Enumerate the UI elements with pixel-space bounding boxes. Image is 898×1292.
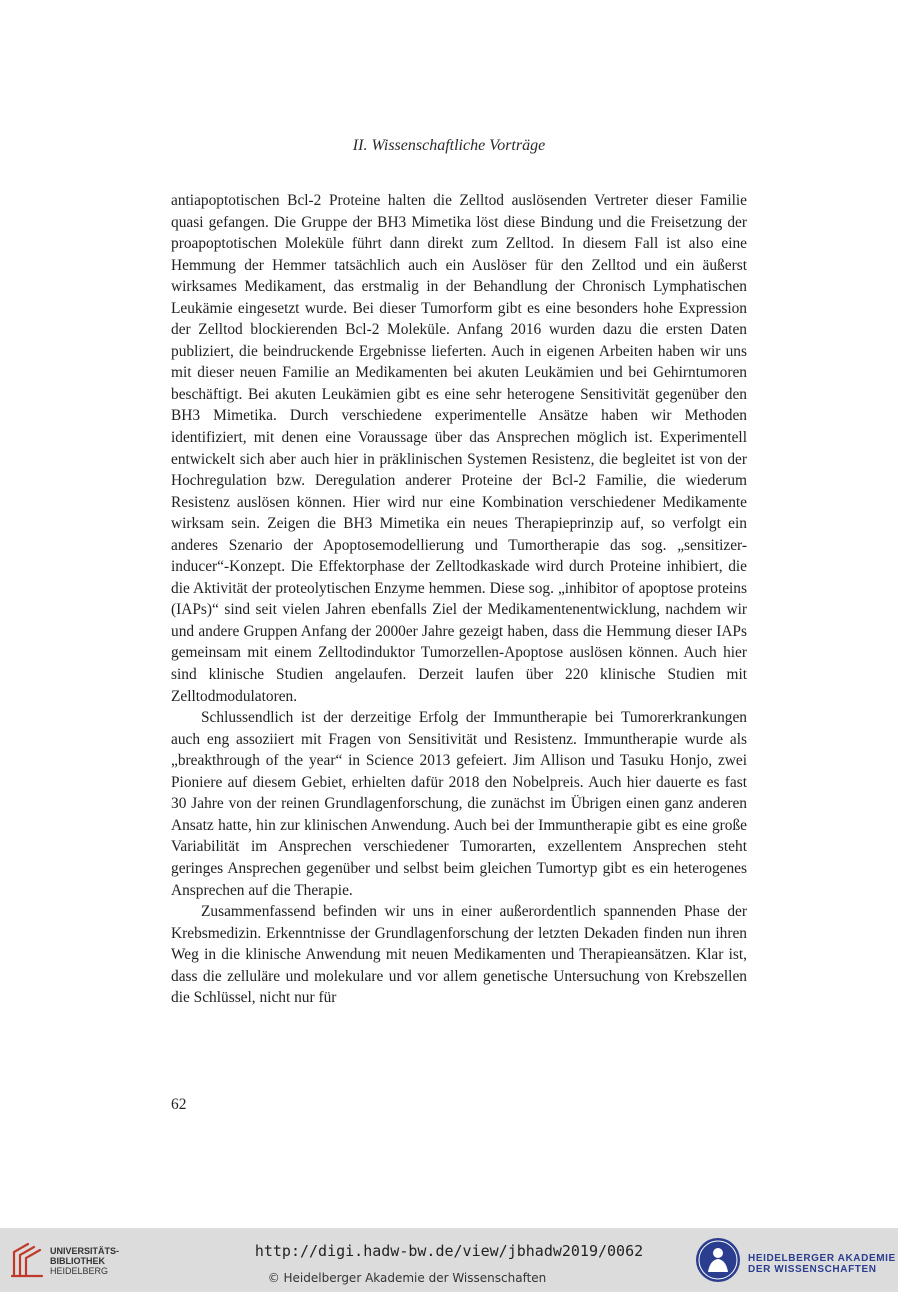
ub-logo-line-2: BIBLIOTHEK [50, 1256, 105, 1266]
page-number: 62 [171, 1096, 187, 1113]
ub-logo-line-1: UNIVERSITÄTS- [50, 1246, 120, 1256]
body-text [171, 190, 747, 1009]
paragraph-3: Zusammenfassend befinden wir uns in einer außerordentlich spannenden Phase der Krebsmedizin. Erkenntnisse der Grundlagenforschung der letzten Dekaden finden nun ihren Weg in die klinische Anwendung mit neuen Medikamenten und Therapieansätzen. Klar ist, dass die zelluläre und molekulare und vor allem genetische Untersuchung von Krebszellen die Schlüssel, nicht nur für [171, 903, 747, 1007]
running-head: II. Wissenschaftliche Vorträge [352, 137, 546, 154]
academy-seal-icon [694, 1236, 742, 1284]
permalink-url[interactable]: http://digi.hadw-bw.de/view/jbhadw2019/0062 [254, 1242, 644, 1260]
hadw-logo[interactable] [694, 1236, 894, 1286]
hadw-logo-line-1: HEIDELBERGER AKADEMIE [748, 1253, 896, 1264]
footer-bar [0, 1228, 898, 1292]
ub-logo-line-3: HEIDELBERG [50, 1266, 109, 1276]
copyright-notice: © Heidelberger Akademie der Wissenschaften [267, 1271, 547, 1285]
paragraph-1: antiapoptotischen Bcl-2 Proteine halten die Zelltod auslösenden Vertreter dieser Familie quasi gefangen. Die Gruppe der BH3 Mimetika löst diese Bindung und die Freisetzung der proapoptotischen Moleküle führt dann direkt zum Zelltod. In diesem Fall ist also eine Hemmung der Hemmer tatsächlich auch ein Auslöser für den Zelltod und ein äußerst wirksames Medikament, das erstmalig in der Behandlung der Chronisch Lymphatischen Leukämie eingesetzt wurde. Bei dieser Tumorform gibt es eine besonders hohe Expression der Zelltod blockierenden Bcl-2 Moleküle. Anfang 2016 wurden dazu die ersten Daten publiziert, die beindruckende Ergebnisse lieferten. Auch in eigenen Arbeiten haben wir uns mit dieser neuen Familie an Medikamenten bei akuten Leukämien und bei Gehirntumoren beschäftigt. Bei akuten Leukämien gibt es eine sehr heterogene Sensitivität gegenüber den BH3 Mimetika. Durch verschiedene experimentelle Ansätze haben wir Methoden identifiziert, mit denen eine Voraussage über das Ansprechen möglich ist. Experimentell entwickelt sich aber auch hier in präklinischen Systemen Resistenz, die begleitet ist von der Hochregulation bzw. Deregulation anderer Proteine der Bcl-2 Familie, die wiederum Resistenz auslösen können. Hier wird nur eine Kombination verschiedener Medikamente wirksam sein. Zeigen die BH3 Mimetika ein neues Therapieprinzip auf, so verfolgt ein anderes Szenario der Apoptosemodellierung und Tumortherapie das sog. „sensitizer-inducer“-Konzept. Die Effektorphase der Zelltodkaskade wird durch Proteine inhibiert, die die Aktivität der proteolytischen Enzyme hemmen. Diese sog. „inhibitor of apoptose proteins (IAPs)“ sind seit vielen Jahren ebenfalls Ziel der Medikamentenentwicklung, nachdem wir und andere Gruppen Anfang der 2000er Jahre gezeigt haben, dass die Hemmung dieser IAPs gemeinsam mit einem Zelltodinduktor Tumorzellen-Apoptose auslösen können. Auch hier sind klinische Studien angelaufen. Derzeit laufen über 220 klinische Studien mit Zelltodmodulatoren. [171, 192, 747, 705]
hadw-logo-text [748, 1253, 896, 1275]
hadw-logo-line-2: DER WISSENSCHAFTEN [748, 1264, 877, 1275]
paragraph-2: Schlussendlich ist der derzeitige Erfolg der Immuntherapie bei Tumorerkrankungen auch eng assoziiert mit Fragen von Sensitivität und Resistenz. Immuntherapie wurde als „breakthrough of the year“ in Science 2013 gefeiert. Jim Allison und Tasuku Honjo, zwei Pioniere auf diesem Gebiet, erhielten dafür 2018 den Nobelpreis. Auch hier dauerte es fast 30 Jahre von der reinen Grundlagenforschung, die zunächst im Übrigen einen ganz anderen Ansatz hatte, hin zur klinischen Anwendung. Auch bei der Immuntherapie gibt es eine große Variabilität im Ansprechen verschiedener Tumorarten, exzellentem Ansprechen steht geringes Ansprechen gegenüber und selbst beim gleichen Tumortyp gibt es ein heterogenes Ansprechen auf die Therapie. [171, 709, 747, 899]
